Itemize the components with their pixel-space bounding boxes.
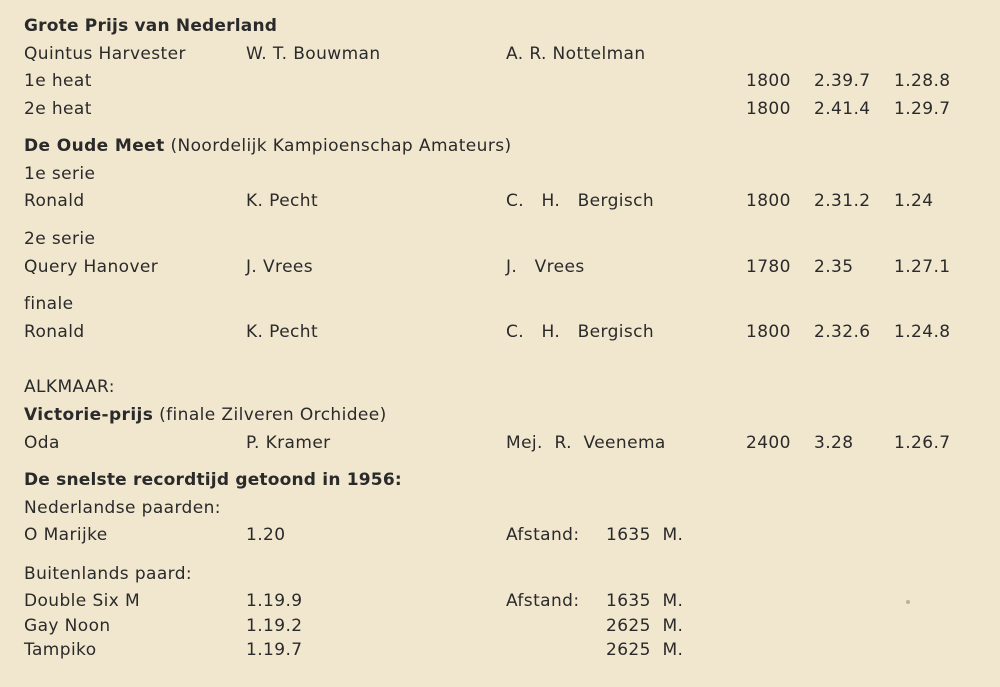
location-text: ALKMAAR:	[24, 377, 115, 397]
heat-row	[0, 68, 1000, 94]
distance-label: Afstand:	[506, 525, 580, 545]
section-heading-oude-meet	[0, 133, 1000, 159]
series-label: finale	[24, 294, 74, 314]
category-label: Buitenlands paard:	[24, 564, 193, 584]
horse-name: Gay Noon	[24, 616, 111, 636]
horse-name: Ronald	[24, 322, 85, 342]
heat-label: 1e heat	[24, 71, 92, 91]
owner-name: J. Vrees	[506, 257, 585, 277]
owner-name: A. R. Nottelman	[506, 44, 646, 64]
record-time: 1.20	[246, 525, 286, 545]
owner-name: Mej. R. Veenema	[506, 433, 666, 453]
km-time: 1.29.7	[894, 99, 951, 119]
category-label-row	[0, 561, 1000, 587]
series-label-row	[0, 291, 1000, 317]
km-time: 1.26.7	[894, 433, 951, 453]
driver-name: K. Pecht	[246, 322, 319, 342]
horse-name: Quintus Harvester	[24, 44, 186, 64]
heading-text: De Oude Meet	[24, 136, 165, 156]
km-time: 1.24	[894, 191, 934, 211]
horse-name: O Marijke	[24, 525, 108, 545]
horse-name: Oda	[24, 433, 60, 453]
heat-row	[0, 96, 1000, 122]
heading-subtitle: (finale Zilveren Orchidee)	[159, 405, 387, 425]
result-row	[0, 319, 1000, 345]
distance-label: Afstand:	[506, 591, 580, 611]
distance: 1800	[746, 99, 791, 119]
distance: 1780	[746, 257, 791, 277]
total-time: 3.28	[814, 433, 854, 453]
record-row	[0, 637, 1000, 663]
result-row	[0, 254, 1000, 280]
total-time: 2.31.2	[814, 191, 871, 211]
series-label-row	[0, 161, 1000, 187]
horse-name: Tampiko	[24, 640, 97, 660]
record-row	[0, 522, 1000, 548]
distance-value: 2625 M.	[606, 640, 684, 660]
series-label: 1e serie	[24, 164, 96, 184]
series-label-row	[0, 226, 1000, 252]
driver-name: J. Vrees	[246, 257, 314, 277]
heat-label: 2e heat	[24, 99, 92, 119]
result-row	[0, 188, 1000, 214]
result-row	[0, 41, 1000, 67]
record-time: 1.19.9	[246, 591, 303, 611]
distance-value: 1635 M.	[606, 525, 684, 545]
section-heading-victorie-prijs	[0, 402, 1000, 428]
km-time: 1.27.1	[894, 257, 951, 277]
distance: 1800	[746, 71, 791, 91]
heading-wrap	[24, 402, 387, 428]
distance-value: 1635 M.	[606, 591, 684, 611]
category-label: Nederlandse paarden:	[24, 498, 221, 518]
km-time: 1.24.8	[894, 322, 951, 342]
location-heading	[0, 374, 1000, 400]
distance-value: 2625 M.	[606, 616, 684, 636]
category-label-row	[0, 495, 1000, 521]
heading-wrap	[24, 133, 512, 159]
record-time: 1.19.7	[246, 640, 303, 660]
record-time: 1.19.2	[246, 616, 303, 636]
total-time: 2.32.6	[814, 322, 871, 342]
distance: 1800	[746, 191, 791, 211]
section-heading-grote-prijs	[0, 13, 1000, 39]
horse-name: Query Hanover	[24, 257, 159, 277]
total-time: 2.39.7	[814, 71, 871, 91]
driver-name: K. Pecht	[246, 191, 319, 211]
distance: 2400	[746, 433, 791, 453]
heading-text: Grote Prijs van Nederland	[24, 16, 278, 36]
driver-name: P. Kramer	[246, 433, 331, 453]
horse-name: Ronald	[24, 191, 85, 211]
total-time: 2.41.4	[814, 99, 871, 119]
heading-subtitle: (Noordelijk Kampioenschap Amateurs)	[170, 136, 512, 156]
owner-name: C. H. Bergisch	[506, 191, 655, 211]
record-row	[0, 613, 1000, 639]
heading-text: De snelste recordtijd getoond in 1956:	[24, 470, 402, 490]
result-row	[0, 430, 1000, 456]
record-row	[0, 588, 1000, 614]
owner-name: C. H. Bergisch	[506, 322, 655, 342]
heading-text: Victorie-prijs	[24, 405, 154, 425]
distance: 1800	[746, 322, 791, 342]
total-time: 2.35	[814, 257, 854, 277]
km-time: 1.28.8	[894, 71, 951, 91]
section-heading-record	[0, 467, 1000, 493]
series-label: 2e serie	[24, 229, 96, 249]
horse-name: Double Six M	[24, 591, 141, 611]
driver-name: W. T. Bouwman	[246, 44, 381, 64]
